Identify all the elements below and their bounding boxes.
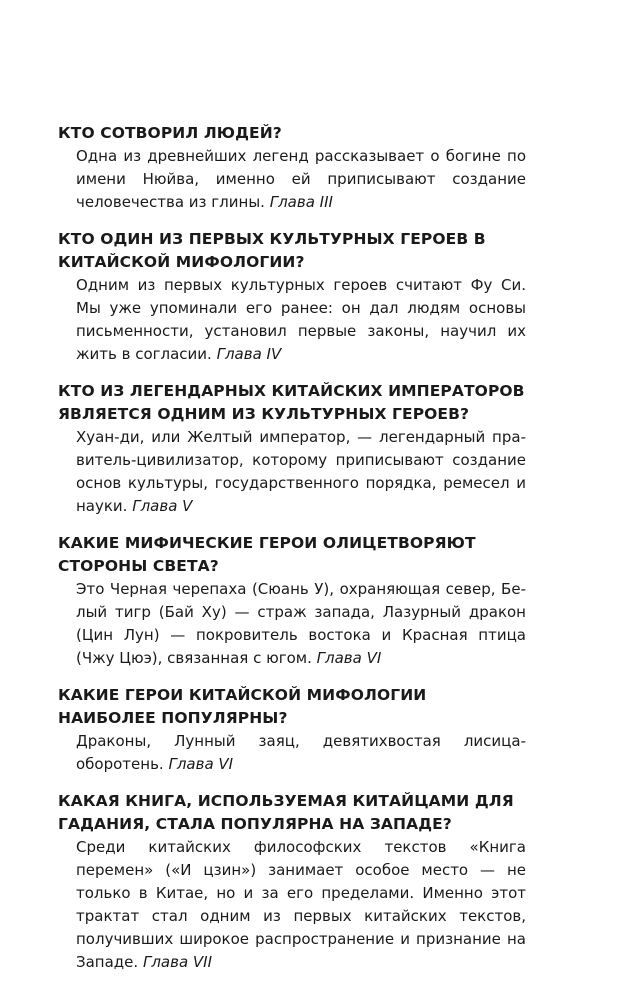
answer-body: Хуан-ди, или Желтый император, — легендарный правитель-цивилизатор, которому приписывают создание основ культуры, государственного порядка, ремесел и науки. <box>76 428 526 515</box>
qa-item <box>58 684 526 776</box>
qa-item <box>58 532 526 670</box>
answer-body: Одна из древнейших легенд рассказывает о богине по имени Нюйва, именно ей приписывают создание человечества из глины. <box>76 147 526 211</box>
chapter-reference: Глава VII <box>142 953 213 971</box>
answer-body: Драконы, Лунный заяц, девятихвостая лисица-оборотень. <box>76 732 526 773</box>
chapter-reference: Глава VI <box>316 649 382 667</box>
qa-item <box>58 122 526 214</box>
chapter-reference: Глава IV <box>216 345 282 363</box>
question-heading: КАКИЕ МИФИЧЕСКИЕ ГЕРОИ ОЛИЦЕТВОРЯЮТ СТОРОНЫ СВЕТА? <box>58 534 476 575</box>
answer-body: Это Черная черепаха (Сюань У), охраняющая север, Белый тигр (Бай Ху) — страж запада, Лазурный дракон (Цин Лун) — покровитель востока и Красная птица (Чжу Цюэ), связанная с югом. <box>76 580 526 667</box>
answer-text <box>58 274 526 366</box>
answer-text <box>58 730 526 776</box>
chapter-reference: Глава VI <box>168 755 234 773</box>
question-heading: КТО ИЗ ЛЕГЕНДАРНЫХ КИТАЙСКИХ ИМПЕРАТОРОВ ЯВЛЯЕТСЯ ОДНИМ ИЗ КУЛЬТУРНЫХ ГЕРОЕВ? <box>58 382 525 423</box>
answer-text <box>58 426 526 518</box>
qa-item <box>58 790 526 974</box>
chapter-reference: Глава V <box>132 497 193 515</box>
question-heading: КТО СОТВОРИЛ ЛЮДЕЙ? <box>58 124 282 142</box>
chapter-reference: Глава III <box>269 193 333 211</box>
question-heading: КАКИЕ ГЕРОИ КИТАЙСКОЙ МИФОЛОГИИ НАИБОЛЕЕ ПОПУЛЯРНЫ? <box>58 686 427 727</box>
answer-body: Одним из первых культурных героев считают Фу Си. Мы уже упоминали его ранее: он дал людям основы письменности, установил первые законы, научил их жить в согласии. <box>76 276 526 363</box>
answer-text <box>58 145 526 214</box>
qa-item <box>58 380 526 518</box>
answer-text <box>58 578 526 670</box>
answer-body: Среди китайских философских текстов «Книга перемен» («И цзин») занимает особое место — не только в Китае, но и за его пределами. Именно этот трактат стал одним из первых китайских текстов, получивших широкое распространение и признание на Западе. <box>76 838 526 971</box>
question-heading: КТО ОДИН ИЗ ПЕРВЫХ КУЛЬТУРНЫХ ГЕРОЕВ В КИТАЙСКОЙ МИФОЛОГИИ? <box>58 230 486 271</box>
qa-list <box>58 122 526 988</box>
question-heading: КАКАЯ КНИГА, ИСПОЛЬЗУЕМАЯ КИТАЙЦАМИ ДЛЯ ГАДАНИЯ, СТАЛА ПОПУЛЯРНА НА ЗАПАДЕ? <box>58 792 514 833</box>
answer-text <box>58 836 526 974</box>
qa-item <box>58 228 526 366</box>
